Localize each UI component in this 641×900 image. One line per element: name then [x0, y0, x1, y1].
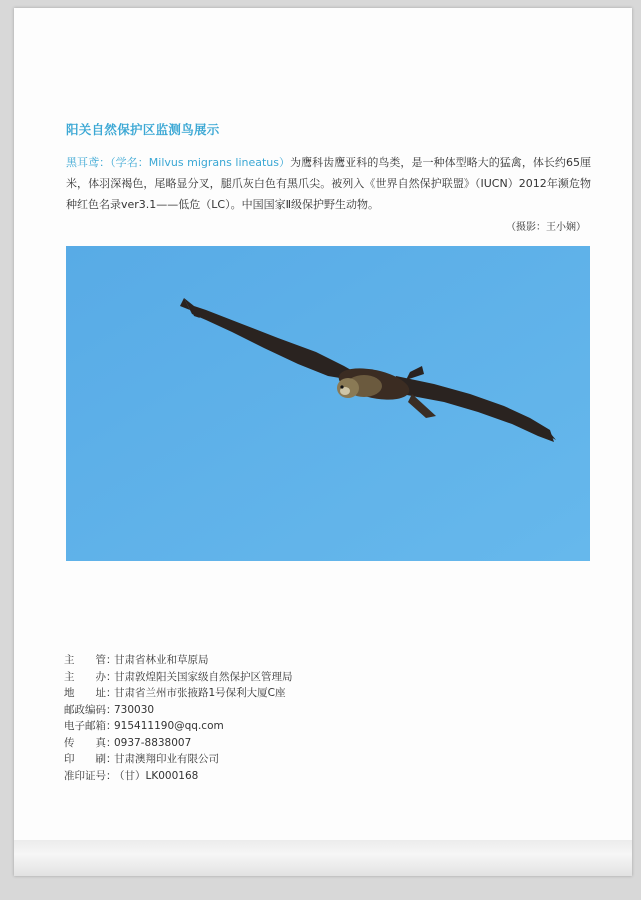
masthead-value: 甘肃省兰州市张掖路1号保利大厦C座 — [114, 687, 286, 699]
sky-background — [66, 246, 590, 561]
masthead-key: 电子邮箱： — [64, 720, 117, 732]
masthead-key: 传 真： — [64, 736, 117, 749]
masthead-key: 印 刷： — [64, 753, 117, 765]
masthead-value: （甘）LK000168 — [114, 769, 199, 782]
masthead-row — [64, 768, 293, 785]
masthead-value: 甘肃省林业和草原局 — [114, 654, 209, 666]
section-title: 阳关自然保护区监测鸟展示 — [66, 122, 220, 137]
masthead-row — [64, 718, 293, 735]
bird-description — [66, 152, 591, 215]
masthead-row — [64, 751, 293, 768]
magazine-page — [14, 8, 632, 876]
masthead-value: 甘肃澳翔印业有限公司 — [114, 753, 219, 765]
masthead-key: 邮政编码： — [64, 703, 117, 716]
masthead-value: 730030 — [114, 703, 155, 716]
bird-photo — [66, 246, 590, 561]
masthead-value: 915411190@qq.com — [114, 720, 224, 732]
flying-kite-illustration — [66, 246, 590, 561]
masthead-value: 甘肃敦煌阳关国家级自然保护区管理局 — [114, 670, 293, 683]
masthead-key: 主 管： — [64, 654, 117, 666]
masthead-key: 主 办： — [64, 670, 117, 683]
masthead-row — [64, 685, 293, 702]
bird-name-lead: 黑耳鸢：（学名：Milvus migrans lineatus） — [66, 156, 291, 169]
masthead-row — [64, 669, 293, 686]
masthead-value: 0937-8838007 — [114, 736, 192, 749]
photo-credit: （摄影：王小娴） — [506, 222, 586, 233]
page-bottom-band — [14, 840, 632, 876]
masthead-row — [64, 735, 293, 752]
masthead-row — [64, 702, 293, 719]
masthead-key: 准印证号： — [64, 769, 117, 782]
masthead-row — [64, 652, 293, 669]
masthead-key: 地 址： — [64, 687, 117, 699]
masthead-info — [64, 652, 293, 784]
bird-description-text: 为鹰科齿鹰亚科的鸟类，是一种体型略大的猛禽，体长约65厘米，体羽深褐色，尾略显分叉，腿爪灰白色有黑爪尖。被列入《世界自然保护联盟》（IUCN）2012年濒危物种红色名录ver3.1——低危（LC）。中国国家Ⅱ级保护野生动物。 — [66, 156, 592, 211]
